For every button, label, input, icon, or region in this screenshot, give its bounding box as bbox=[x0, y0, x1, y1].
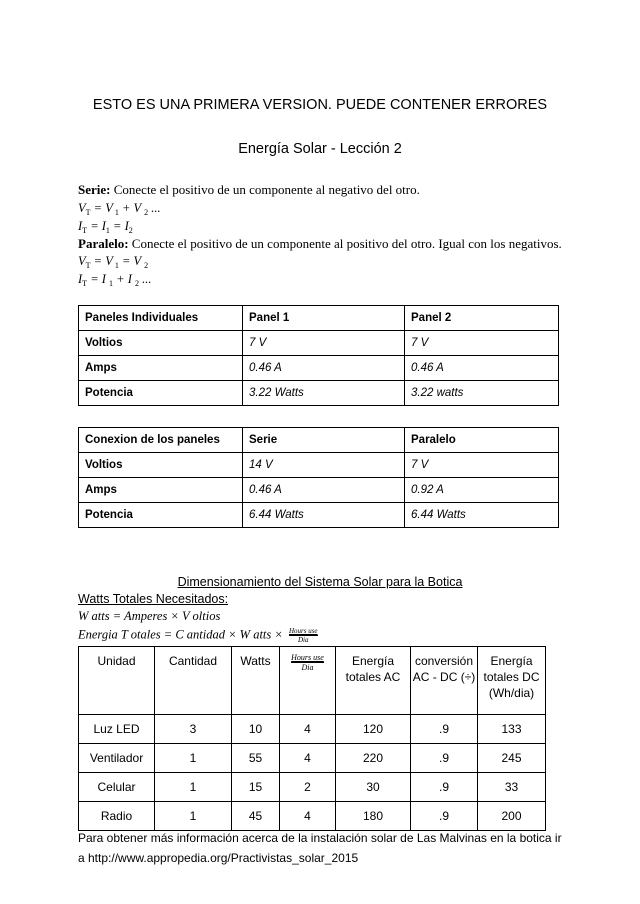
table-cell: Radio bbox=[79, 802, 155, 831]
header-cell: Cantidad bbox=[155, 647, 232, 715]
table-cell: 3.22 Watts bbox=[243, 381, 405, 406]
table-row bbox=[79, 331, 559, 356]
table-cell: 0.46 A bbox=[405, 356, 559, 381]
table-cell: 3.22 watts bbox=[405, 381, 559, 406]
table-header-row bbox=[79, 647, 546, 715]
table-cell: 4 bbox=[280, 715, 336, 744]
table-cell: 33 bbox=[478, 773, 546, 802]
table-cell: 200 bbox=[478, 802, 546, 831]
table-cell: 0.92 A bbox=[405, 478, 559, 503]
table-cell: 10 bbox=[232, 715, 280, 744]
table-cell: 1 bbox=[155, 744, 232, 773]
row-label: Voltios bbox=[79, 331, 243, 356]
table-cell: 245 bbox=[478, 744, 546, 773]
table-cell: 15 bbox=[232, 773, 280, 802]
warning-banner: ESTO ES UNA PRIMERA VERSION. PUEDE CONTENER ERRORES bbox=[92, 97, 548, 113]
energy-sizing-table bbox=[78, 646, 546, 831]
paralelo-definition bbox=[78, 236, 562, 252]
table-row bbox=[79, 715, 546, 744]
header-cell: Serie bbox=[243, 428, 405, 453]
table-cell: 6.44 Watts bbox=[405, 503, 559, 528]
table-cell: 1 bbox=[155, 773, 232, 802]
table-row bbox=[79, 453, 559, 478]
row-label: Amps bbox=[79, 356, 243, 381]
fraction-numerator: Hours use bbox=[291, 653, 324, 662]
table-header-row bbox=[79, 428, 559, 453]
table-row bbox=[79, 381, 559, 406]
individual-panels-table bbox=[78, 305, 559, 406]
table-cell: 220 bbox=[336, 744, 411, 773]
table-cell: .9 bbox=[411, 773, 478, 802]
table-cell: Celular bbox=[79, 773, 155, 802]
header-cell: Energía totales DC (Wh/dia) bbox=[478, 647, 546, 715]
paralelo-current-equation: $I_T = I$ $_1$ + I $_2$ ... bbox=[78, 272, 152, 288]
table-cell: 0.46 A bbox=[243, 356, 405, 381]
table-cell: 7 V bbox=[405, 453, 559, 478]
dimensioning-title: Dimensionamiento del Sistema Solar para la Botica bbox=[177, 575, 463, 589]
row-label: Potencia bbox=[79, 503, 243, 528]
table-cell: 2 bbox=[280, 773, 336, 802]
serie-voltage-equation: $V_T = V$ $_1$ + V $_2$ ... bbox=[78, 201, 161, 217]
lesson-title: Energía Solar - Lección 2 bbox=[238, 141, 402, 157]
table-cell: 7 V bbox=[243, 331, 405, 356]
header-cell: Paralelo bbox=[405, 428, 559, 453]
table-cell: 4 bbox=[280, 744, 336, 773]
serie-current-equation: $I_T = I_1 = I_2$ bbox=[78, 219, 133, 235]
hours-per-day-fraction bbox=[289, 627, 318, 644]
table-cell: .9 bbox=[411, 744, 478, 773]
table-cell: 4 bbox=[280, 802, 336, 831]
table-header-row bbox=[79, 306, 559, 331]
footer-info bbox=[78, 828, 568, 868]
table-cell: Ventilador bbox=[79, 744, 155, 773]
footer-link-line[interactable]: a http://www.appropedia.org/Practivistas_solar_2015 bbox=[78, 851, 359, 865]
table-cell: 133 bbox=[478, 715, 546, 744]
footer-line: Para obtener más información acerca de la instalación solar de Las Malvinas en la botica ir bbox=[78, 831, 562, 845]
header-cell: conversión AC - DC (÷) bbox=[411, 647, 478, 715]
table-row bbox=[79, 744, 546, 773]
fraction-numerator: Hours use bbox=[288, 627, 318, 635]
header-cell: Energía totales AC bbox=[336, 647, 411, 715]
table-row bbox=[79, 503, 559, 528]
paralelo-voltage-equation: $V_T = V$ $_1$ = V $_2$ bbox=[78, 254, 149, 270]
table-cell: 120 bbox=[336, 715, 411, 744]
serie-definition bbox=[78, 182, 420, 198]
table-cell: 45 bbox=[232, 802, 280, 831]
energy-formula bbox=[78, 627, 318, 644]
header-cell-hours-fraction bbox=[280, 647, 336, 715]
panel-connection-table bbox=[78, 427, 559, 528]
serie-label: Serie: bbox=[78, 182, 111, 197]
table-cell: 6.44 Watts bbox=[243, 503, 405, 528]
table-cell: 1 bbox=[155, 802, 232, 831]
energy-formula-text: Energia T otales = C antidad × W atts × bbox=[78, 627, 283, 642]
table-cell: Luz LED bbox=[79, 715, 155, 744]
total-watts-heading: Watts Totales Necesitados: bbox=[78, 592, 229, 606]
header-cell: Panel 1 bbox=[243, 306, 405, 331]
table-cell: 14 V bbox=[243, 453, 405, 478]
row-label: Amps bbox=[79, 478, 243, 503]
table-cell: 7 V bbox=[405, 331, 559, 356]
table-cell: 0.46 A bbox=[243, 478, 405, 503]
watts-formula: W atts = Amperes × V oltios bbox=[78, 609, 221, 623]
table-row bbox=[79, 356, 559, 381]
header-cell: Unidad bbox=[79, 647, 155, 715]
header-cell: Watts bbox=[232, 647, 280, 715]
header-cell: Conexion de los paneles bbox=[79, 428, 243, 453]
table-row bbox=[79, 773, 546, 802]
paralelo-text: Conecte el positivo de un componente al positivo del otro. Igual con los negativos. bbox=[131, 236, 562, 251]
row-label: Potencia bbox=[79, 381, 243, 406]
table-row bbox=[79, 802, 546, 831]
table-cell: 30 bbox=[336, 773, 411, 802]
header-cell: Panel 2 bbox=[405, 306, 559, 331]
fraction-denominator: Dia bbox=[301, 663, 314, 672]
table-cell: 3 bbox=[155, 715, 232, 744]
table-row bbox=[79, 478, 559, 503]
table-cell: 180 bbox=[336, 802, 411, 831]
serie-text: Conecte el positivo de un componente al negativo del otro. bbox=[113, 182, 420, 197]
table-cell: 55 bbox=[232, 744, 280, 773]
paralelo-label: Paralelo: bbox=[78, 236, 129, 251]
table-cell: .9 bbox=[411, 802, 478, 831]
row-label: Voltios bbox=[79, 453, 243, 478]
fraction-denominator: Dia bbox=[298, 636, 309, 644]
header-cell: Paneles Individuales bbox=[79, 306, 243, 331]
table-cell: .9 bbox=[411, 715, 478, 744]
